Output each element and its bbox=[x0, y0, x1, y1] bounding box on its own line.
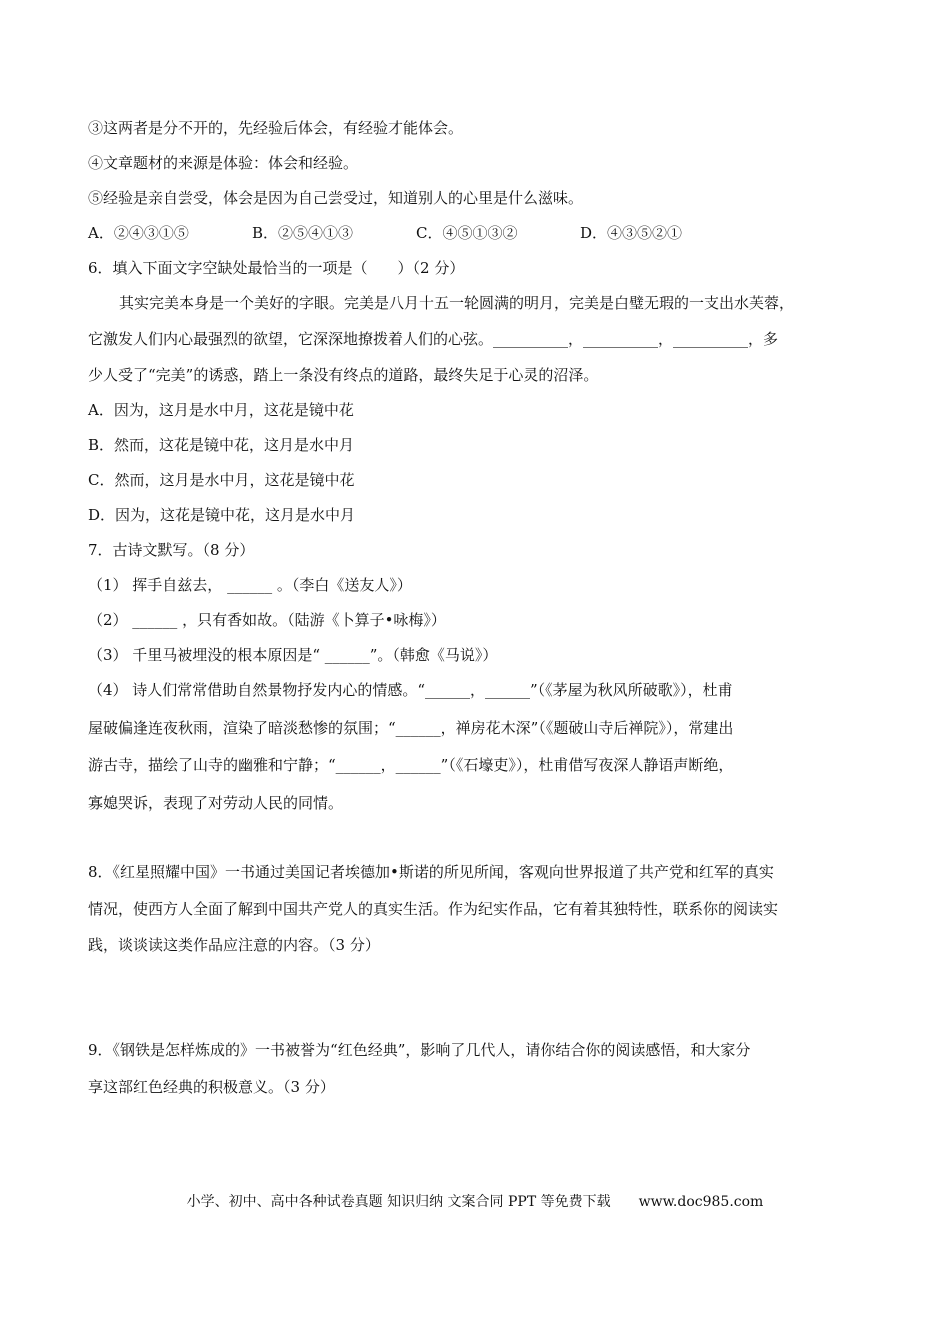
q9-line: 9．《钢铁是怎样炼成的》一书被誉为“红色经典”，影响了几代人，请你结合你的阅读感悟，和大家分 bbox=[88, 1041, 751, 1059]
q5-options bbox=[88, 223, 682, 243]
q6-option-c: C．然而，这月是水中月，这花是镜中花 bbox=[88, 471, 355, 489]
q6-option-a: A．因为，这月是水中月，这花是镜中花 bbox=[88, 401, 354, 419]
q6-stem: 6．填入下面文字空缺处最恰当的一项是（ ）（2 分） bbox=[88, 259, 465, 277]
q6-passage-line: 其实完美本身是一个美好的字眼。完美是八月十五一轮圆满的明月，完美是白璧无瑕的一支出水芙蓉， bbox=[119, 294, 795, 312]
footer-site-link[interactable]: www.doc985.com bbox=[638, 1194, 764, 1210]
q6-option-b: B．然而，这花是镜中花，这月是水中月 bbox=[88, 436, 355, 454]
q7-stem: 7．古诗文默写。（8 分） bbox=[88, 541, 255, 559]
q7-item: （1） 挥手自兹去， ______ 。（李白《送友人》） bbox=[88, 576, 412, 594]
q6-option-d: D．因为，这花是镜中花，这月是水中月 bbox=[88, 506, 356, 524]
text-line: ⑤经验是亲自尝受，体会是因为自己尝受过，知道别人的心里是什么滋味。 bbox=[88, 189, 584, 207]
q5-option-c: C．④⑤①③② bbox=[416, 224, 518, 242]
q5-option-a: A．②④③①⑤ bbox=[88, 224, 189, 242]
q5-option-b: B．②⑤④①③ bbox=[252, 224, 354, 242]
page-footer bbox=[0, 1191, 950, 1211]
q9-line: 享这部红色经典的积极意义。（3 分） bbox=[88, 1078, 335, 1096]
q8-line: 践，谈谈读这类作品应注意的内容。（3 分） bbox=[88, 936, 380, 954]
footer-text: 小学、初中、高中各种试卷真题 知识归纳 文案合同 PPT 等免费下载 bbox=[186, 1194, 611, 1210]
q5-option-d: D．④③⑤②① bbox=[580, 224, 683, 242]
q7-item: 屋破偏逢连夜秋雨，渲染了暗淡愁惨的氛围；“______，禅房花木深”（《题破山寺后禅院》），常建出 bbox=[88, 719, 734, 737]
text-line: ④文章题材的来源是体验：体会和经验。 bbox=[88, 154, 359, 172]
q7-item: （4） 诗人们常常借助自然景物抒发内心的情感。“______，______”（《茅屋为秋风所破歌》），杜甫 bbox=[88, 681, 733, 699]
q7-item: （2） ______ ，只有香如故。（陆游《卜算子•咏梅》） bbox=[88, 611, 446, 629]
q8-line: 情况，使西方人全面了解到中国共产党人的真实生活。作为纪实作品，它有着其独特性，联系你的阅读实 bbox=[88, 900, 779, 918]
q7-item: 游古寺，描绘了山寺的幽雅和宁静；“______，______”（《石壕吏》），杜甫借写夜深人静语声断绝， bbox=[88, 756, 734, 774]
text-line: ③这两者是分不开的，先经验后体会，有经验才能体会。 bbox=[88, 119, 464, 137]
q6-passage-line: 它激发人们内心最强烈的欲望，它深深地撩拨着人们的心弦。__________，__________，__________，多 bbox=[88, 330, 779, 348]
q7-item: 寡媳哭诉，表现了对劳动人民的同情。 bbox=[88, 794, 344, 812]
q6-passage-line: 少人受了“完美”的诱惑，踏上一条没有终点的道路，最终失足于心灵的沼泽。 bbox=[88, 366, 599, 384]
q7-item: （3） 千里马被埋没的根本原因是“ ______”。（韩愈《马说》） bbox=[88, 646, 498, 664]
q8-line: 8．《红星照耀中国》一书通过美国记者埃德加•斯诺的所见所闻，客观向世界报道了共产党和红军的真实 bbox=[88, 863, 774, 881]
